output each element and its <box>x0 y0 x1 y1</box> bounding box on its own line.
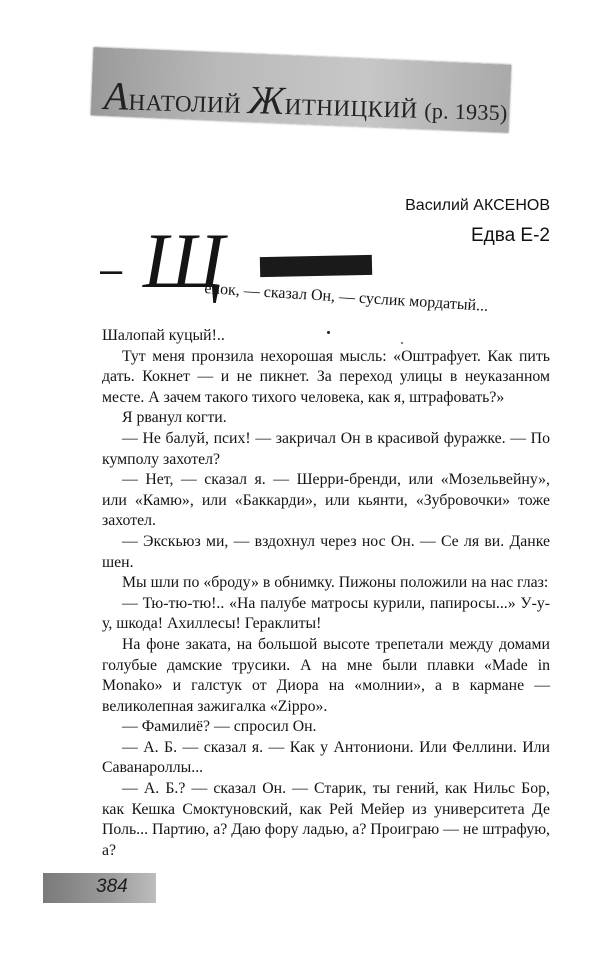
title-name-rest: НАТОЛИЙ <box>128 89 242 118</box>
opening-dash: – <box>100 248 123 292</box>
paragraph: — А. Б. — сказал я. — Как у Антониони. Или Феллини. Или Саванароллы... <box>102 738 550 777</box>
paragraph: Тут меня пронзила нехорошая мысль: «Оштрафует. Как пить дать. Кокнет — и не пикнет. За переход улицы в неуказанном месте. А зачем такого тихого человека, как я, штрафовать?» <box>102 347 550 406</box>
paragraph: Шалопай куцый!.. <box>102 327 225 344</box>
page-number: 384 <box>96 876 128 897</box>
title-surname-initial: Ж <box>247 77 286 124</box>
opening-line: енок, — сказал Он, — суслик мордатый... <box>203 280 489 315</box>
title-initial: А <box>103 73 130 119</box>
title-surname-rest: ИТНИЦКИЙ <box>284 94 419 123</box>
paragraph: — А. Б.? — сказал Он. — Старик, ты гений, как Нильс Бор, как Кешка Смоктуновский, как Рей Мейер из университета Де Поль... Партию, а? Даю фору ладью, а? Проиграю — не штрафую, а? <box>102 780 550 859</box>
paragraph: — Фамилиё? — спросил Он. <box>122 718 317 736</box>
paragraph: На фоне заката, на большой высоте трепетали между домами голубые дамские трусики. А на мне были плавки «Made in Monako» и галстук от Диора на «молнии», а в кармане — великолепная зажигалка «Zippo». <box>102 635 550 715</box>
paragraph: — Не балуй, псих! — закричал Он в красивой фуражке. — По кумполу захотел? <box>102 429 550 468</box>
paragraph: Я рванул когти. <box>122 409 227 427</box>
title-years: (р. 1935) <box>423 97 508 126</box>
paragraph: — Нет, — сказал я. — Шерри-бренди, или «Мозельвейну», или «Камю», или «Баккарди», или кьянти, «Зубровочки» тоже захотел. <box>102 471 550 530</box>
drop-cap: Щ <box>143 217 225 304</box>
paragraph: Мы шли по «броду» в обнимку. Пижоны положили на нас глаз: <box>122 574 549 592</box>
paragraph: — Тю-тю-тю!.. «На палубе матросы курили, папиросы...» У-у-у, шкода! Ахиллесы! Гераклиты! <box>102 594 550 633</box>
redaction-bar <box>260 255 372 277</box>
story-body <box>102 326 550 861</box>
paragraph: — Экскьюз ми, — вздохнул через нос Он. — Се ля ви. Данке шен. <box>102 532 550 571</box>
story-author: Василий АКСЕНОВ <box>405 197 550 214</box>
story-title: Едва Е-2 <box>470 225 550 246</box>
